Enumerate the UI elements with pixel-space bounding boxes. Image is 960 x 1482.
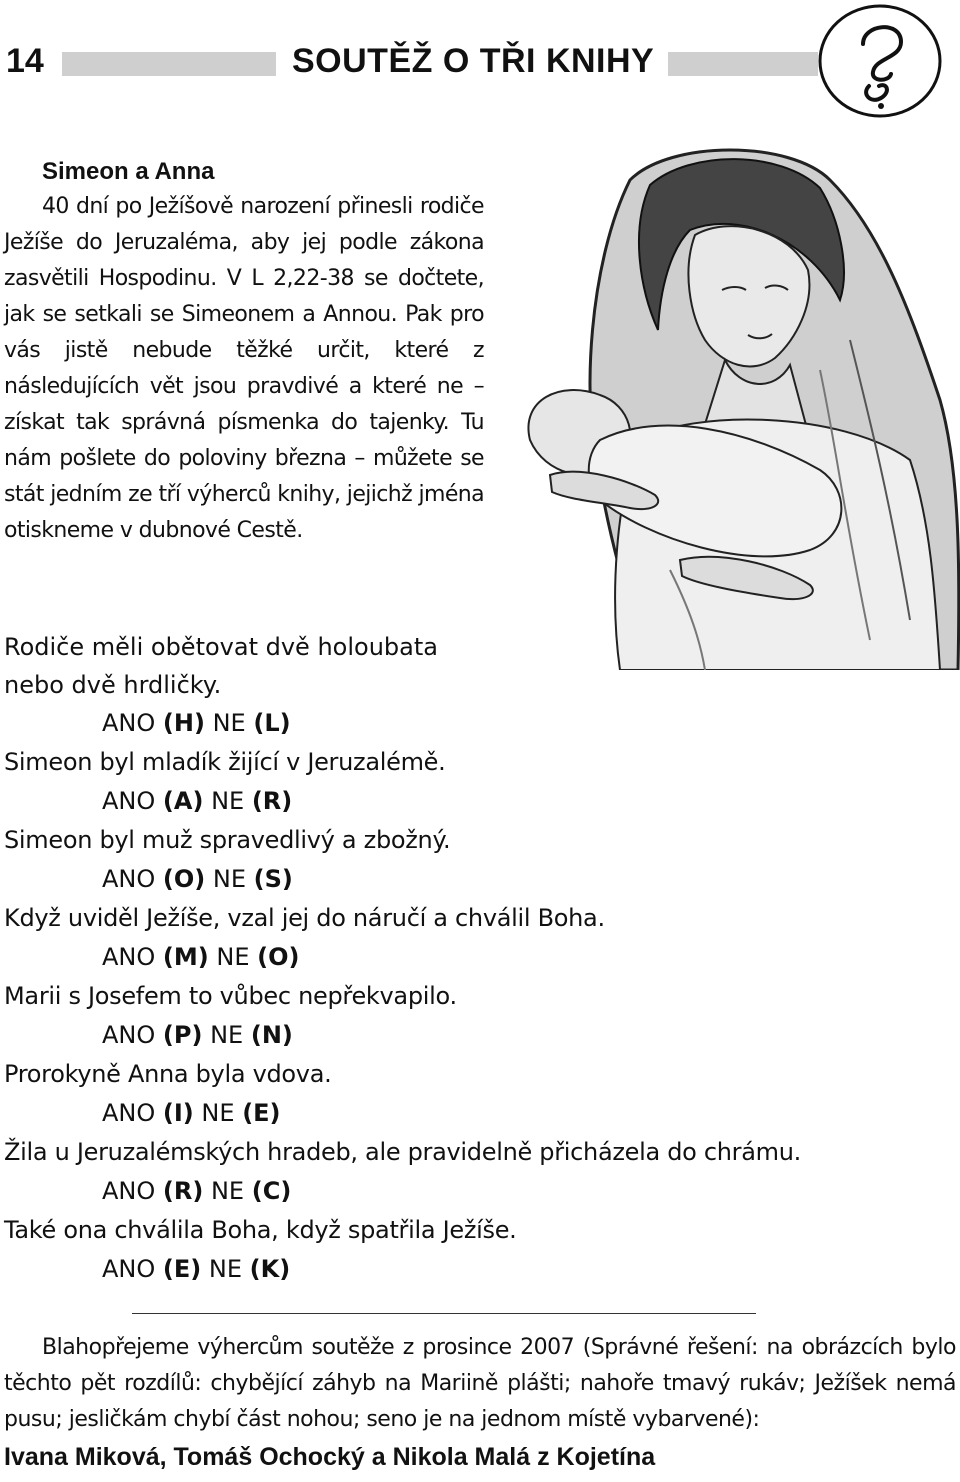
no-label: NE <box>212 709 246 737</box>
yes-label: ANO <box>102 1177 156 1205</box>
answer-options <box>102 1016 944 1055</box>
question-text: Rodiče měli obětovat dvě holoubata nebo dvě hrdličky. <box>4 633 438 699</box>
answer-options <box>102 860 944 899</box>
page-title: SOUTĚŽ O TŘI KNIHY <box>292 42 655 80</box>
header-bar-left <box>62 52 276 76</box>
intro-section <box>4 155 484 549</box>
question-text: Marii s Josefem to vůbec nepřekvapilo. <box>4 982 457 1010</box>
answer-options <box>102 1172 944 1211</box>
no-label: NE <box>210 1021 244 1049</box>
no-label: NE <box>201 1099 235 1127</box>
question-text: Simeon byl mladík žijící v Jeruzalémě. <box>4 748 446 776</box>
question-text: Také ona chválila Boha, když spatřila Ježíše. <box>4 1216 517 1244</box>
page-header <box>0 0 960 130</box>
yes-letter: (O) <box>162 865 206 893</box>
yes-letter: (I) <box>162 1099 194 1127</box>
no-label: NE <box>211 787 245 815</box>
question-mark-logo-icon <box>815 2 945 120</box>
no-letter: (E) <box>242 1099 281 1127</box>
yes-label: ANO <box>102 1021 156 1049</box>
yes-label: ANO <box>102 1099 156 1127</box>
page-number: 14 <box>6 42 44 80</box>
winners-names: Ivana Miková, Tomáš Ochocký a Nikola Malá z Kojetína <box>4 1443 656 1471</box>
answer-options <box>102 704 944 743</box>
no-letter: (K) <box>249 1255 291 1283</box>
intro-title: Simeon a Anna <box>42 158 215 185</box>
no-letter: (C) <box>251 1177 292 1205</box>
answer-options <box>102 782 944 821</box>
mother-and-child-illustration-icon <box>490 140 960 670</box>
no-label: NE <box>212 865 247 893</box>
results-text: Blahopřejeme výhercům soutěže z prosince 2007 (Správné řešení: na obrázcích bylo těchto pět rozdílů: chybějící záhyb na Mariině plášti; nahoře tmavý rukáv; Ježíšek nemá pusu; jesličkám chybí část nohou; seno je na jednom místě vybarvené): <box>4 1335 956 1432</box>
no-letter: (N) <box>250 1021 293 1049</box>
yes-letter: (R) <box>162 1177 204 1205</box>
yes-label: ANO <box>102 709 156 737</box>
intro-text: 40 dní po Ježíšově narození přinesli rodiče Ježíše do Jeruzaléma, aby jej podle zákona zasvětili Hospodinu. V L 2,22-38 se dočtete, jak se setkali se Simeonem a Annou. Pak pro vás jistě nebude těžké určit, které z následujících vět jsou pravdivé a které ne – získat tak správná písmenka do tajenky. Tu nám pošlete do poloviny března – můžete se stát jedním ze tří výherců knihy, jejichž jména otiskneme v dubnové Cestě. <box>4 194 484 543</box>
no-label: NE <box>210 1177 245 1205</box>
header-bar-right <box>668 52 818 76</box>
yes-label: ANO <box>102 787 156 815</box>
quiz-section <box>4 628 944 1289</box>
question-text: Když uviděl Ježíše, vzal jej do náručí a chválil Boha. <box>4 904 605 932</box>
answer-options <box>102 1094 944 1133</box>
yes-letter: (E) <box>162 1255 202 1283</box>
no-letter: (O) <box>257 943 300 971</box>
no-letter: (R) <box>251 787 293 815</box>
question-text: Simeon byl muž spravedlivý a zbožný. <box>4 826 451 854</box>
yes-letter: (A) <box>162 787 204 815</box>
no-letter: (L) <box>253 709 291 737</box>
yes-letter: (H) <box>162 709 205 737</box>
yes-letter: (P) <box>162 1021 203 1049</box>
question-text: Žila u Jeruzalémských hradeb, ale pravidelně přicházela do chrámu. <box>4 1138 801 1166</box>
no-letter: (S) <box>253 865 293 893</box>
question-text: Prorokyně Anna byla vdova. <box>4 1060 332 1088</box>
no-label: NE <box>208 1255 243 1283</box>
answer-options <box>102 1250 944 1289</box>
yes-letter: (M) <box>162 943 209 971</box>
answer-options <box>102 938 944 977</box>
yes-label: ANO <box>102 1255 156 1283</box>
yes-label: ANO <box>102 943 156 971</box>
yes-label: ANO <box>102 865 156 893</box>
no-label: NE <box>216 943 250 971</box>
section-divider <box>132 1313 756 1314</box>
results-section <box>4 1330 956 1476</box>
